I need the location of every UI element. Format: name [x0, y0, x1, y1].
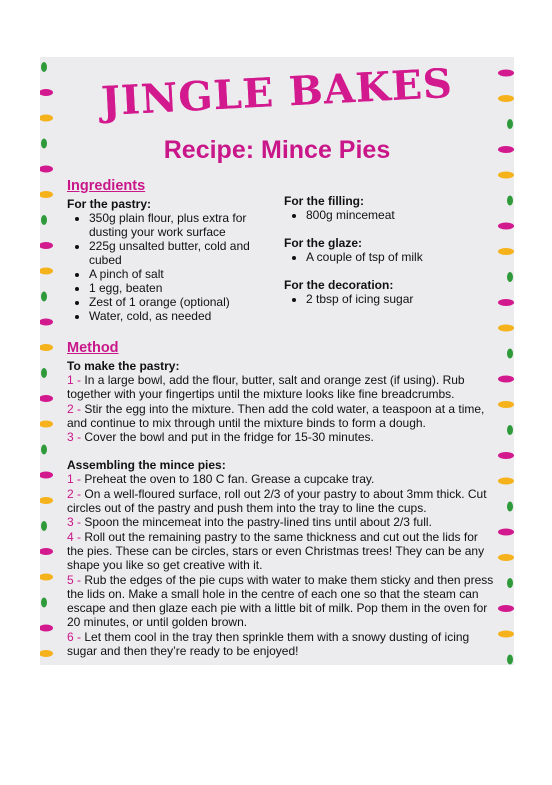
- light-bulb-icon: [498, 376, 514, 383]
- light-bulb-icon: [40, 574, 53, 581]
- light-bulb-icon: [41, 521, 47, 531]
- method-text: [67, 359, 495, 658]
- glaze-list: [284, 250, 484, 264]
- step-number: 2: [67, 486, 74, 501]
- step-number: 3: [67, 430, 74, 445]
- method-step: 6 - Let them cool in the tray then sprinkle them with a snowy dusting of icing sugar and then they’re ready to be enjoyed!: [67, 629, 470, 659]
- step-text: In a large bowl, add the flour, butter, salt and orange zest (if using). Rub together with your fingertips until the mixture looks like fine breadcrumbs.: [67, 373, 465, 402]
- light-bulb-icon: [507, 119, 513, 129]
- light-bulb-icon: [498, 478, 514, 485]
- recipe-page: [40, 57, 514, 665]
- light-bulb-icon: [40, 650, 53, 657]
- filling-list: [284, 208, 484, 222]
- light-bulb-icon: [40, 497, 53, 504]
- light-bulb-icon: [40, 268, 53, 275]
- light-bulb-icon: [507, 196, 513, 206]
- list-item: • A pinch of salt: [89, 267, 267, 281]
- list-item: • 1 egg, beaten: [89, 281, 267, 295]
- light-bulb-icon: [40, 166, 53, 173]
- light-bulb-icon: [40, 395, 53, 402]
- method-step: 1 - In a large bowl, add the flour, butter, salt and orange zest (if using). Rub together with your fingertips until the mixture looks like fine breadcrumbs.: [67, 373, 465, 402]
- light-bulb-icon: [498, 631, 514, 638]
- light-bulb-icon: [498, 325, 514, 332]
- decoration-label: For the decoration:: [284, 278, 394, 292]
- light-bulb-icon: [498, 223, 514, 230]
- list-item: • 225g unsalted butter, cold and cubed: [89, 239, 267, 267]
- light-bulb-icon: [41, 368, 47, 378]
- light-bulb-icon: [40, 344, 53, 351]
- light-bulb-icon: [498, 299, 514, 306]
- method-step: 5 - Rub the edges of the pie cups with water to make them sticky and then press the lids on. Make a small hole in the centre of each one so that the steam can escape and then glaze each pie with a little bit of milk. Pop them in the oven for 20 minutes, or until golden brown.: [67, 572, 494, 630]
- step-text: Cover the bowl and put in the fridge for 15-30 minutes.: [84, 430, 374, 445]
- step-number: 1: [67, 472, 74, 487]
- list-item: • Zest of 1 orange (optional): [89, 295, 267, 309]
- light-bulb-icon: [507, 578, 513, 588]
- assembling-label: Assembling the mince pies:: [67, 458, 226, 473]
- step-number: 2: [67, 401, 74, 416]
- step-number: 3: [67, 515, 74, 530]
- method-step: 3 - Spoon the mincemeat into the pastry-lined tins until about 2/3 full.: [67, 515, 432, 530]
- light-bulb-icon: [498, 248, 514, 255]
- method-step: 2 - On a well-floured surface, roll out 2/3 of your pastry to about 3mm thick. Cut circles out of the pastry and push them into the tray to line the cups.: [67, 486, 487, 516]
- list-item: • A couple of tsp of milk: [306, 250, 484, 264]
- brand-logo: JINGLE BAKES: [100, 59, 454, 126]
- list-item: • Water, cold, as needed: [89, 309, 267, 323]
- step-text: Roll out the remaining pastry to the same thickness and cut out the lids for the pies. These can be circles, stars or even Christmas trees! They can be any shape you like so get creative with it.: [67, 529, 485, 573]
- list-item: • 350g plain flour, plus extra for dusting your work surface: [89, 211, 267, 239]
- light-bulb-icon: [498, 401, 514, 408]
- step-text: Rub the edges of the pie cups with water to make them sticky and then press the lids on. Make a small hole in the centre of each one so that the steam can escape and then glaze each pie with a little bit of milk. Pop them in the oven for 20 minutes, or until golden brown.: [67, 572, 494, 630]
- step-text: Let them cool in the tray then sprinkle them with a snowy dusting of icing sugar and then they’re ready to be enjoyed!: [67, 629, 470, 659]
- light-bulb-icon: [498, 605, 514, 612]
- light-bulb-icon: [40, 421, 53, 428]
- step-number: 5: [67, 572, 74, 587]
- light-bulb-icon: [40, 472, 53, 479]
- page-title: Recipe: Mince Pies: [163, 136, 391, 164]
- step-text: On a well-floured surface, roll out 2/3 of your pastry to about 3mm thick. Cut circles out of the pastry and push them into the tray to line the cups.: [67, 486, 487, 516]
- light-bulb-icon: [40, 319, 53, 326]
- light-bulb-icon: [498, 452, 514, 459]
- light-bulb-icon: [498, 529, 514, 536]
- light-bulb-icon: [41, 292, 47, 302]
- pastry-list: [67, 211, 267, 323]
- ingredients-heading: Ingredients: [67, 178, 146, 194]
- step-text: Stir the egg into the mixture. Then add the cold water, a teaspoon at a time, and continue to mix through until the mixture binds to form a dough.: [67, 401, 485, 430]
- make-pastry-label: To make the pastry:: [67, 359, 180, 373]
- pastry-label: For the pastry:: [67, 197, 152, 211]
- step-number: 1: [67, 373, 74, 387]
- light-bulb-icon: [41, 598, 47, 608]
- glaze-label: For the glaze:: [284, 236, 363, 250]
- method-step: 1 - Preheat the oven to 180 C fan. Grease a cupcake tray.: [67, 472, 375, 487]
- light-bulb-icon: [40, 625, 53, 632]
- method-step: 2 - Stir the egg into the mixture. Then add the cold water, a teaspoon at a time, and continue to mix through until the mixture binds to form a dough.: [67, 401, 485, 430]
- method-step: 4 - Roll out the remaining pastry to the same thickness and cut out the lids for the pies. These can be circles, stars or even Christmas trees! They can be any shape you like so get creative with it.: [67, 529, 485, 573]
- light-bulb-icon: [41, 215, 47, 225]
- light-bulb-icon: [507, 349, 513, 359]
- light-bulb-icon: [507, 425, 513, 435]
- light-bulb-icon: [40, 191, 53, 198]
- step-text: Preheat the oven to 180 C fan. Grease a cupcake tray.: [84, 472, 375, 487]
- other-ingredients: [284, 194, 484, 306]
- step-number: 6: [67, 629, 74, 644]
- light-bulb-icon: [507, 272, 513, 282]
- step-number: 4: [67, 529, 74, 544]
- light-bulb-icon: [40, 548, 53, 555]
- light-bulb-icon: [40, 242, 53, 249]
- light-bulb-icon: [507, 502, 513, 512]
- list-item: • 2 tbsp of icing sugar: [306, 292, 484, 306]
- method-step: 3 - Cover the bowl and put in the fridge for 15-30 minutes.: [67, 430, 374, 445]
- light-bulb-icon: [41, 62, 47, 72]
- light-bulb-icon: [507, 655, 513, 665]
- pastry-ingredients: [67, 197, 267, 323]
- method-heading: Method: [67, 340, 119, 356]
- light-bulb-icon: [41, 445, 47, 455]
- light-bulb-icon: [498, 554, 514, 561]
- light-bulb-icon: [498, 172, 514, 179]
- list-item: • 800g mincemeat: [306, 208, 484, 222]
- decoration-list: [284, 292, 484, 306]
- step-text: Spoon the mincemeat into the pastry-lined tins until about 2/3 full.: [84, 515, 432, 530]
- filling-label: For the filling:: [284, 194, 364, 208]
